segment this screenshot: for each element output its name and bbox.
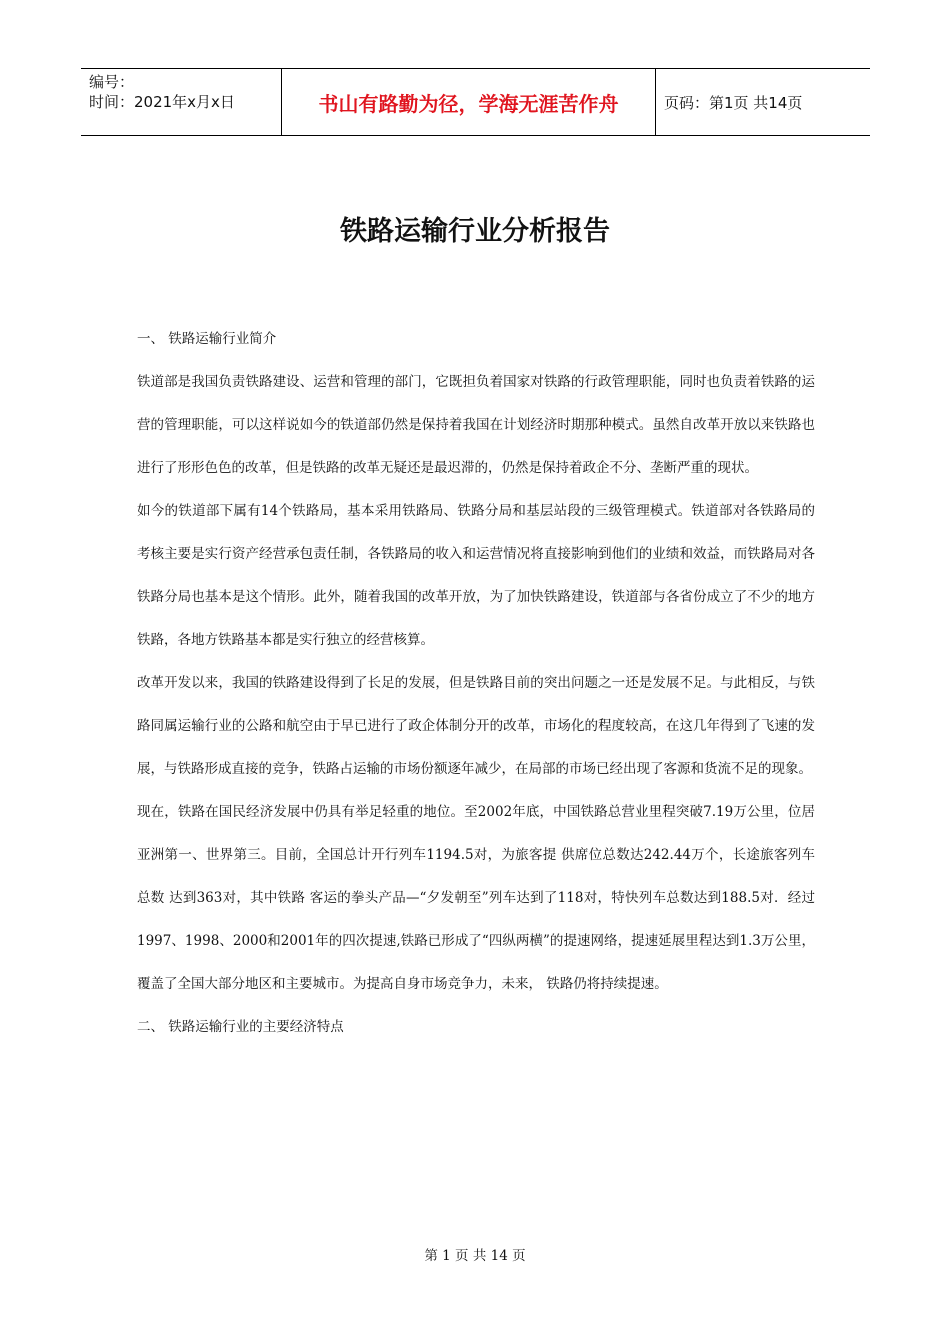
paragraph-2: 如今的铁道部下属有14个铁路局，基本采用铁路局、铁路分局和基层站段的三级管理模式。铁道部对各铁路局的考核主要是实行资产经营承包责任制，各铁路局的收入和运营情况将直接影响到他们的业绩和效益，而铁路局对各铁路分局也基本是这个情形。此外，随着我国的改革开放，为了加快铁路建设，铁道部与各省份成立了不少的地方铁路，各地方铁路基本都是实行独立的经营核算。: [137, 503, 815, 648]
motto-cell: [282, 69, 656, 135]
page-info-text: 页码：第1页 共14页: [664, 93, 803, 112]
document-body: [137, 318, 815, 1049]
paragraph-1: 铁道部是我国负责铁路建设、运营和管理的部门，它既担负着国家对铁路的行政管理职能，同时也负责着铁路的运营的管理职能，可以这样说如今的铁道部仍然是保持着我国在计划经济时期那种模式。虽然自改革开放以来铁路也进行了形形色色的改革，但是铁路的改革无疑还是最迟滞的，仍然是保持着政企不分、垄断严重的现状。: [137, 374, 815, 476]
number-label: 编号：: [89, 73, 135, 91]
header-table: [81, 68, 870, 136]
time-label: 时间：2021年x月x日: [89, 93, 235, 111]
paragraph-4: 现在，铁路在国民经济发展中仍具有举足轻重的地位。至2002年底，中国铁路总营业里程突破7.19万公里，位居亚洲第一、世界第三。目前，全国总计开行列车1194.5对，为旅客提 供席位总数达242.44万个，长途旅客列车总数 达到363对，其中铁路 客运的拳头产品—“夕发朝至”列车达到了118对，特快列车总数达到188.5对．经过1997、1998、2000和2001年的四次提速,铁路已形成了“四纵两横”的提速网络，提速延展里程达到1.3万公里，覆盖了全国大部分地区和主要城市。为提高自身市场竞争力，未来， 铁路仍将持续提速。: [137, 804, 815, 992]
page-footer: 第 1 页 共 14 页: [424, 1248, 526, 1264]
paragraph-3: 改革开发以来，我国的铁路建设得到了长足的发展，但是铁路目前的突出问题之一还是发展不足。与此相反，与铁路同属运输行业的公路和航空由于早已进行了政企体制分开的改革，市场化的程度较高，在这几年得到了飞速的发展，与铁路形成直接的竞争，铁路占运输的市场份额逐年减少，在局部的市场已经出现了客源和货流不足的现象。: [137, 675, 815, 777]
section-heading-2: 二、 铁路运输行业的主要经济特点: [137, 1019, 344, 1035]
page-info-cell: [656, 69, 870, 135]
motto-text: 书山有路勤为径，学海无涯苦作舟: [318, 91, 619, 116]
document-title: 铁路运输行业分析报告: [340, 216, 610, 247]
section-heading-1: 一、 铁路运输行业简介: [137, 331, 277, 347]
header-meta-cell: [81, 69, 282, 135]
